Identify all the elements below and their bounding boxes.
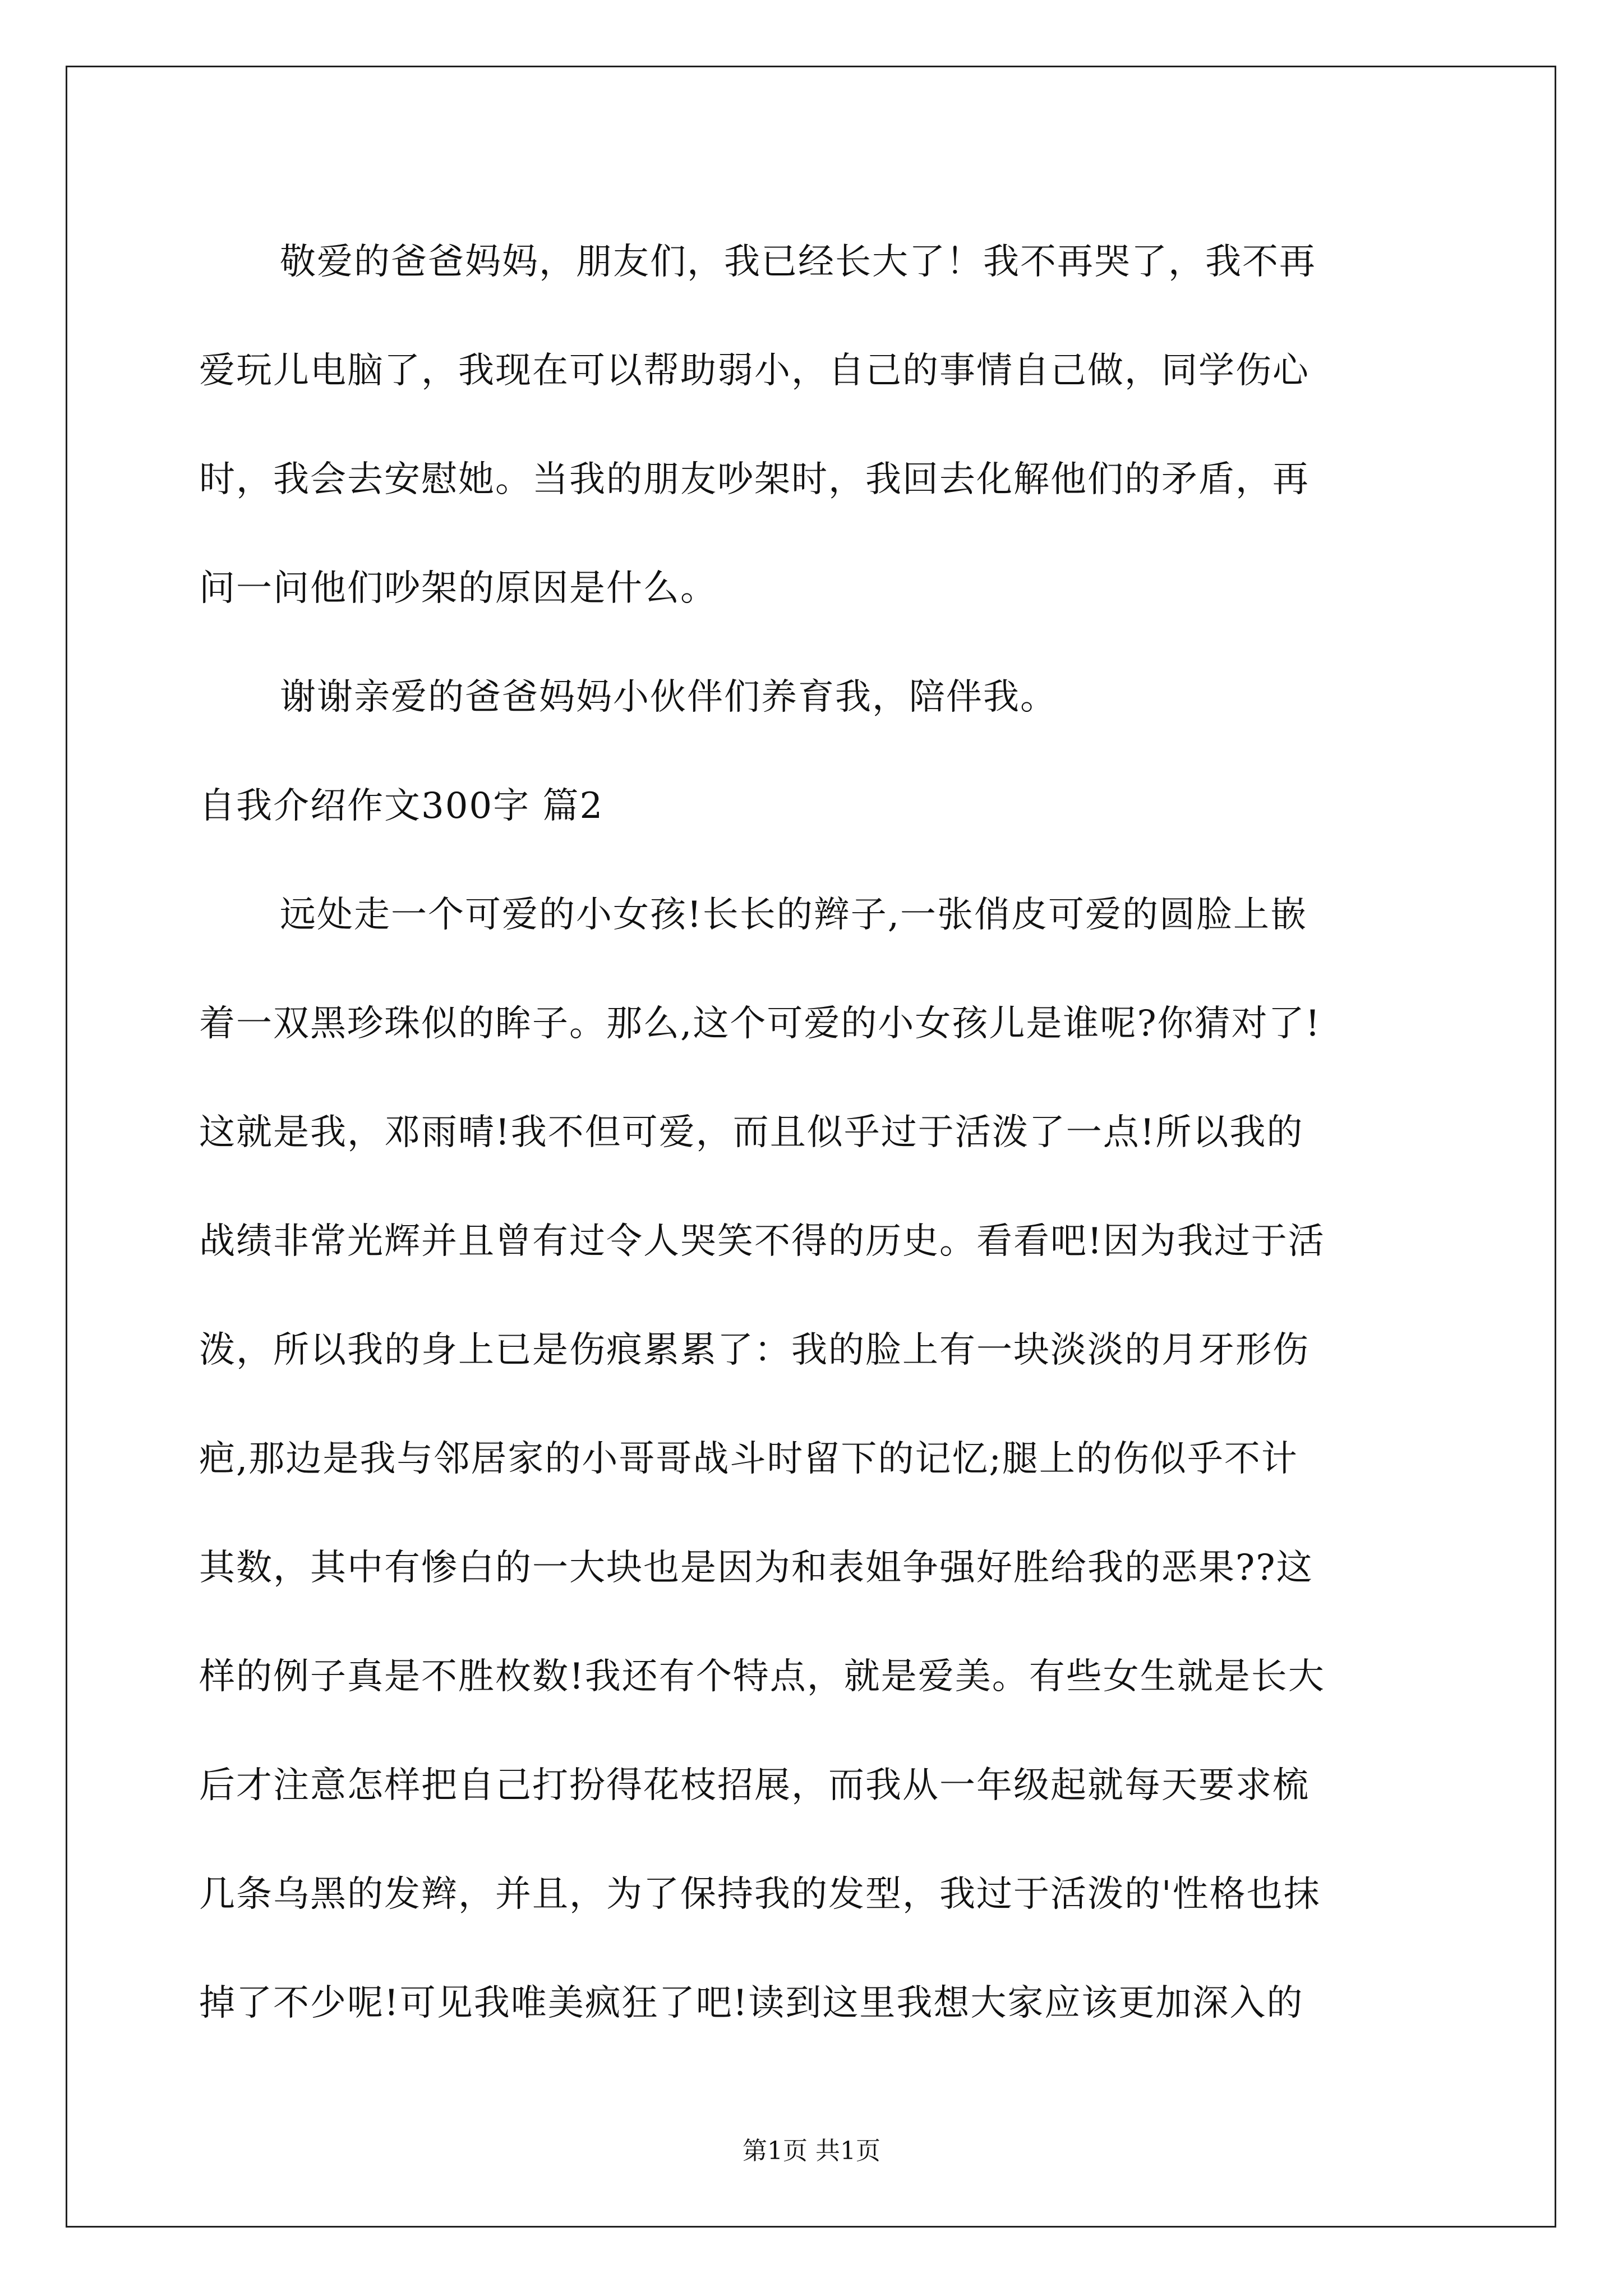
- page-footer: 第1页 共1页: [743, 2137, 880, 2165]
- document-body: [199, 208, 1427, 2058]
- text-line: 远处走一个可爱的小女孩!长长的辫子,一张俏皮可爱的圆脸上嵌: [280, 894, 1308, 936]
- text-line: 问一问他们吵架的原因是什么。: [199, 568, 717, 609]
- text-line: 疤,那边是我与邻居家的小哥哥战斗时留下的记忆;腿上的伤似乎不计: [199, 1438, 1298, 1480]
- text-line: 谢谢亲爱的爸爸妈妈小伙伴们养育我，陪伴我。: [280, 677, 1057, 718]
- paragraph-3: [199, 861, 1427, 2058]
- text-line: 这就是我，邓雨晴!我不但可爱，而且似乎过于活泼了一点!所以我的: [199, 1112, 1304, 1153]
- text-line: 后才注意怎样把自己打扮得花枝招展，而我从一年级起就每天要求梳: [199, 1765, 1310, 1806]
- text-line: 样的例子真是不胜枚数!我还有个特点，就是爱美。有些女生就是长大: [199, 1656, 1325, 1697]
- text-line: 时，我会去安慰她。当我的朋友吵架时，我回去化解他们的矛盾，再: [199, 459, 1310, 500]
- text-line: 战绩非常光辉并且曾有过令人哭笑不得的历史。看看吧!因为我过于活: [199, 1221, 1325, 1262]
- text-line: 爱玩儿电脑了，我现在可以帮助弱小，自己的事情自己做，同学伤心: [199, 350, 1310, 392]
- paragraph-1: [199, 208, 1427, 643]
- text-line: 敬爱的爸爸妈妈，朋友们，我已经长大了！我不再哭了，我不再: [280, 241, 1316, 283]
- section-heading: 自我介绍作文300字 篇2: [199, 785, 604, 827]
- text-line: 泼，所以我的身上已是伤痕累累了：我的脸上有一块淡淡的月牙形伤: [199, 1329, 1310, 1371]
- text-line: 几条乌黑的发辫，并且，为了保持我的发型，我过于活泼的'性格也抹: [199, 1874, 1321, 1915]
- text-line: 着一双黑珍珠似的眸子。那么,这个可爱的小女孩儿是谁呢?你猜对了!: [199, 1003, 1321, 1045]
- paragraph-2: [199, 643, 1427, 752]
- text-line: 掉了不少呢!可见我唯美疯狂了吧!读到这里我想大家应该更加深入的: [199, 1982, 1304, 2024]
- text-line: 其数，其中有惨白的一大块也是因为和表姐争强好胜给我的恶果??这: [199, 1547, 1313, 1589]
